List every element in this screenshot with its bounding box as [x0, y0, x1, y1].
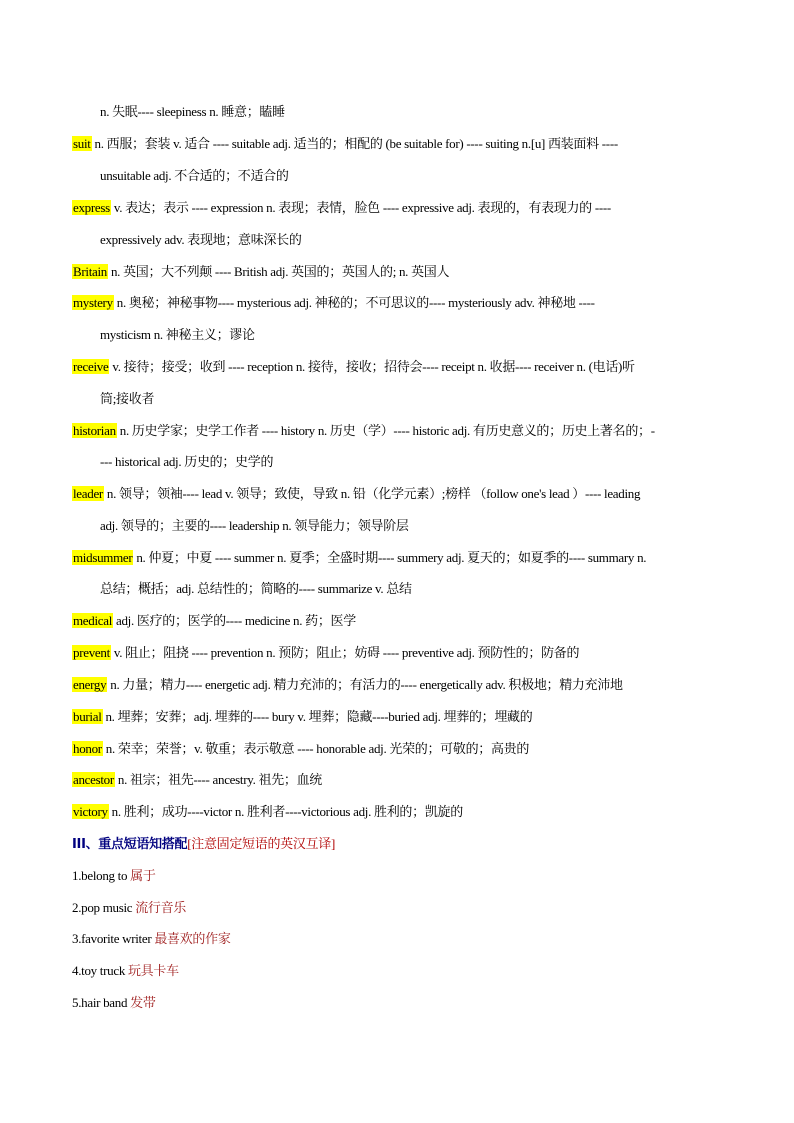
vocab-headword: midsummer	[73, 550, 133, 565]
vocab-entry-medical: medical adj. 医疗的；医学的---- medicine n. 药；医学	[73, 613, 356, 628]
vocab-headword: express	[73, 200, 110, 215]
vocab-entry-historian: historian n. 历史学家；史学工作者 ---- history n. 历史（学）---- historic adj. 有历史意义的；历史上著名的；-	[73, 423, 655, 438]
vocab-line: unsuitable adj. 不合适的；不适合的	[100, 168, 289, 183]
phrase-item: 1.belong to 属于	[72, 868, 156, 883]
vocab-line: --- historical adj. 历史的；史学的	[100, 454, 274, 469]
vocab-headword: burial	[73, 709, 102, 724]
section-note: [注意固定短语的英汉互译]	[187, 836, 335, 851]
vocab-entry-energy: energy n. 力量；精力---- energetic adj. 精力充沛的；有活力的---- energetically adv. 积极地；精力充沛地	[73, 677, 623, 692]
vocab-entry-leader: leader n. 领导；领袖---- lead v. 领导；致使，导致 n. 铅（化学元素）;榜样 （follow one's lead ）---- leading	[73, 486, 641, 501]
vocab-line: 筒;接收者	[100, 391, 155, 406]
phrase-item: 2.pop music 流行音乐	[72, 900, 187, 915]
vocab-headword: medical	[73, 613, 113, 628]
vocab-headword: historian	[73, 423, 116, 438]
vocab-headword: leader	[73, 486, 103, 501]
vocab-entry-burial: burial n. 埋葬；安葬；adj. 埋葬的---- bury v. 埋葬；隐藏----buried adj. 埋葬的；埋藏的	[73, 709, 533, 724]
vocab-entry-express: express v. 表达；表示 ---- expression n. 表现；表情，脸色 ---- expressive adj. 表现的，有表现力的 ----	[73, 200, 611, 215]
vocab-line: n. 失眠---- sleepiness n. 睡意；瞌睡	[100, 104, 285, 119]
vocab-entry-mystery: mystery n. 奥秘；神秘事物---- mysterious adj. 神秘的；不可思议的---- mysteriously adv. 神秘地 ----	[73, 295, 595, 310]
phrase-item: 3.favorite writer 最喜欢的作家	[72, 931, 231, 946]
vocab-entry-receive: receive v. 接待；接受；收到 ---- reception n. 接待，接收；招待会---- receipt n. 收据---- receiver n. (电话)听	[73, 359, 635, 374]
vocab-headword: victory	[73, 804, 108, 819]
vocab-entry-victory: victory n. 胜利；成功----victor n. 胜利者----victorious adj. 胜利的；凯旋的	[73, 804, 463, 819]
vocab-entry-midsummer: midsummer n. 仲夏；中夏 ---- summer n. 夏季；全盛时期---- summery adj. 夏天的；如夏季的---- summary n.	[73, 550, 647, 565]
phrase-item: 4.toy truck 玩具卡车	[72, 963, 179, 978]
vocab-entry-prevent: prevent v. 阻止；阻挠 ---- prevention n. 预防；阻止；妨碍 ---- preventive adj. 预防性的；防备的	[73, 645, 580, 660]
vocab-entry-suit: suit n. 西服；套装 v. 适合 ---- suitable adj. 适当的；相配的 (be suitable for) ---- suiting n.[u] 西装面料 ----	[73, 136, 618, 151]
vocab-entry-honor: honor n. 荣幸；荣誉；v. 敬重；表示敬意 ---- honorable adj. 光荣的；可敬的；高贵的	[73, 741, 530, 756]
vocab-entry-ancestor: ancestor n. 祖宗；祖先---- ancestry. 祖先；血统	[73, 772, 323, 787]
vocab-headword: Britain	[73, 264, 108, 279]
section-title: III、重点短语知搭配	[72, 837, 188, 852]
vocab-line: expressively adv. 表现地；意味深长的	[100, 232, 302, 247]
section-heading	[72, 835, 734, 854]
vocab-headword: energy	[73, 677, 107, 692]
vocab-line: mysticism n. 神秘主义；谬论	[100, 327, 255, 342]
vocab-headword: receive	[73, 359, 109, 374]
phrase-item: 5.hair band 发带	[72, 995, 156, 1010]
vocab-line: 总结；概括；adj. 总结性的；简略的---- summarize v. 总结	[100, 581, 412, 596]
vocab-headword: prevent	[73, 645, 110, 660]
vocab-line: adj. 领导的；主要的---- leadership n. 领导能力；领导阶层	[100, 518, 409, 533]
vocab-headword: honor	[73, 741, 102, 756]
vocab-headword: mystery	[73, 295, 113, 310]
vocab-headword: suit	[73, 136, 91, 151]
vocab-entry-britain: Britain n. 英国；大不列颠 ---- British adj. 英国的；英国人的; n. 英国人	[73, 264, 450, 279]
vocab-headword: ancestor	[73, 772, 114, 787]
